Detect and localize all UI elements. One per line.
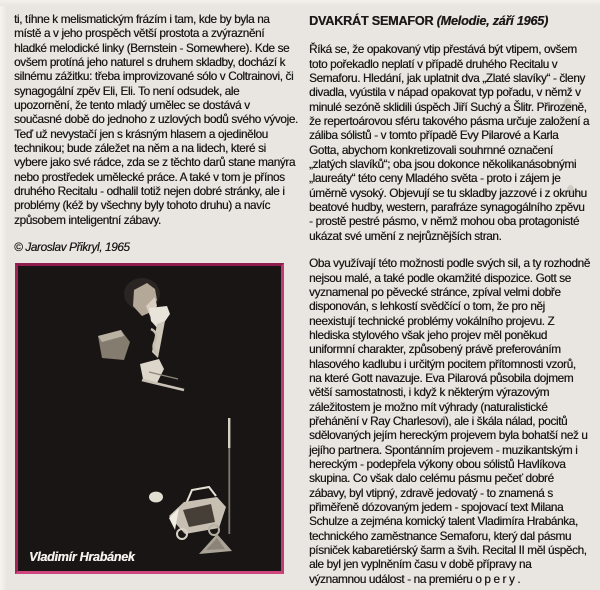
- article-source-note: (Melodie, září 1965): [436, 14, 548, 28]
- page-edge: [0, 0, 600, 6]
- article-paragraph: Oba využívají této možnosti podle svých sil, a ty rozhodně nejsou malé, a také podle okamžité dispozice. Gott se vyznamenal po pěvecké stránce, zpíval velmi dobře disponován, s lehkostí svědčící o tom, že pro něj neexistují technické problémy vokálního projevu. Z hlediska stylového však jeho projev měl poněkud uniformní charakter, způsobený právě preferováním hlasového kadlubu i určitým pocitem přítomnosti vzorů, na které Gott navazuje. Eva Pilarová působila dojmem větší samostatnosti, i když k některým výrazovým záležitostem je možno mít výhrady (naturalistické přehánění v Ray Charlesovi), ale i škála nálad, pocitů sdělovaných jejím hereckým projevem byla bohatší než u jejího partnera. Spontánním projevem - muzikantským i hereckým - podepřela výkony obou sólistů Havlíkova skupina. Co však dalo celému pásmu pečeť dobré zábavy, byl vtipný, zdravě jedovatý - to znamená s přiměřeně dózovaným jedem - spojovací text Milana Schulze a zejména komický talent Vladimíra Hrabánka, technického zaměstnance Semaforu, který dal pásmu písniček kabaretiérský šarm a švih. Recital II měl úspěch, ale byl jen vyplněním času v době přípravy na významnou událost - na premiéru o p e r y .: [309, 256, 590, 586]
- left-column: [14, 12, 299, 255]
- photo-caption: Vladimír Hrabánek: [29, 550, 135, 564]
- stage-photo-artwork: [18, 266, 281, 571]
- page-edge: [0, 0, 7, 590]
- article-title: DVAKRÁT SEMAFOR: [309, 14, 434, 28]
- left-paragraph: ti, tíhne k melismatickým frázím i tam, kde by byla na místě a v jeho prospěch větší prostota a zvýraznění hladké melodické linky (Bernstein - Somewhere). Kde se ovšem protíná jeho naturel s druhem skladby, dochází k silnému zážitku: třeba improvizované sólo v Coltrainovi, či synagogální zpěv Eli, Eli. To není odsudek, ale upozornění, že tento mladý umělec se dostává v současné době do jednoho z uzlových bodů svého vývoje. Teď už nevystačí jen s krásným hlasem a ojedinělou technikou; bude záležet na něm a na lidech, které si vybere jako své rádce, zda se z těchto darů stane manýra nebo prostředek umělecké práce. A také v tom je přínos druhého Recitalu - odhalil totiž nejen dobré stránky, ale i problémy (kéž by všechny byly tohoto druhu) a navíc způsobem inteligentní zábavy.: [14, 12, 298, 227]
- article-heading: [309, 14, 590, 28]
- right-column: [309, 12, 590, 590]
- photo-vladimir-hrabanek: [15, 263, 284, 574]
- author-credit: © Jaroslav Přikryl, 1965: [14, 240, 130, 255]
- article-paragraph: Říká se, že opakovaný vtip přestává být vtipem, ovšem toto pořekadlo neplatí v případě druhého Recitalu v Semaforu. Hledání, jak uplatnit dva „Zlaté slavíky“ - členy divadla, vyústila v nápad opakovat typ pořadu, v němž v minulé sezóně sklidili úspěch Jiří Suchý a Šlitr. Přirozeně, že repertoárovou sféru takového pásma určuje založení a záliba sólistů - v tomto případě Evy Pilarové a Karla Gotta, abychom konkretizovali souhrnné označení „zlatých slavíků“; oba jsou dokonce několikanásobnými „laureáty“ této ceny Mladého světa - proto i zájem je úměrně vysoký. Objevují se tu skladby jazzové i z okruhu beatové hudby, western, parafráze synagogálního zpěvu - prostě pestré pásmo, v němž mohou oba protagonisté ukázat své umění z nejrůznějších stran.: [309, 42, 590, 243]
